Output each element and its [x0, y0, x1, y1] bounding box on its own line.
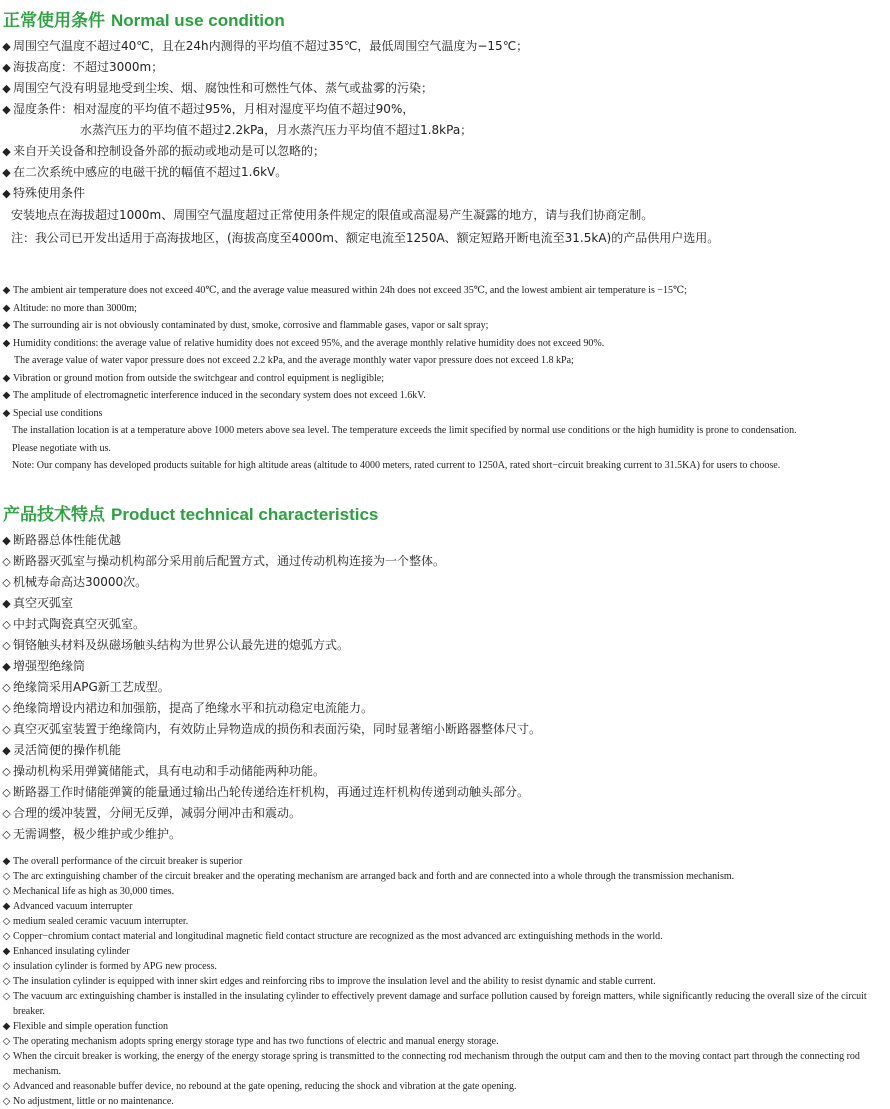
hollow-diamond-bullet-icon: ◇	[2, 828, 11, 841]
diamond-bullet-icon: ◆	[2, 372, 11, 384]
list-item: ◇ The arc extinguishing chamber of the circuit breaker and the operating mechanism are arranged back and forth and are connected into a whole through the transmission mechanism.	[0, 869, 890, 884]
characteristics-en-list	[0, 854, 890, 1109]
diamond-bullet-icon: ◆	[2, 285, 11, 296]
diamond-bullet-icon: ◆	[2, 744, 11, 757]
hollow-diamond-bullet-icon: ◇	[2, 1096, 11, 1107]
hollow-diamond-bullet-icon: ◇	[2, 886, 11, 897]
hollow-diamond-bullet-icon: ◇	[2, 786, 11, 799]
section-title-zh: 产品技术特点	[3, 505, 105, 524]
list-item: ◆ 周围空气温度不超过40℃，且在24h内测得的平均值不超过35℃，最低周围空气温度为−15℃；	[0, 36, 890, 57]
list-item: ◇ 操动机构采用弹簧储能式，具有电动和手动储能两种功能。	[0, 761, 890, 782]
section-title-normal-use	[3, 6, 285, 31]
list-item: ◆ The surrounding air is not obviously contaminated by dust, smoke, corrosive and flammable gases, vapor or salt spray;	[0, 317, 890, 335]
hollow-diamond-bullet-icon: ◇	[2, 961, 11, 972]
list-item: ◆ 真空灭弧室	[0, 593, 890, 614]
hollow-diamond-bullet-icon: ◇	[2, 555, 11, 568]
diamond-bullet-icon: ◆	[2, 901, 11, 912]
list-item: ◆ 在二次系统中感应的电磁干扰的幅值不超过1.6kV。	[0, 162, 890, 183]
hollow-diamond-bullet-icon: ◇	[2, 931, 11, 942]
list-item: ◇ The operating mechanism adopts spring energy storage type and has two functions of electric and manual energy storage.	[0, 1034, 890, 1049]
diamond-bullet-icon: ◆	[2, 660, 11, 673]
diamond-bullet-icon: ◆	[2, 390, 11, 401]
hollow-diamond-bullet-icon: ◇	[2, 976, 11, 987]
normal-use-en-list	[0, 282, 890, 475]
diamond-bullet-icon: ◆	[2, 103, 11, 116]
hollow-diamond-bullet-icon: ◇	[2, 639, 11, 652]
hollow-diamond-bullet-icon: ◇	[2, 576, 11, 589]
hollow-diamond-bullet-icon: ◇	[2, 702, 11, 715]
diamond-bullet-icon: ◆	[2, 82, 11, 95]
list-item-continuation: 安装地点在海拔超过1000m、周围空气温度超过正常使用条件规定的限值或高湿易产生凝露的地方，请与我们协商定制。	[11, 208, 654, 222]
list-item-note: 注：我公司已开发出适用于高海拔地区，(海拔高度至4000m、额定电流至1250A、额定短路开断电流至31.5kA)的产品供用户选用。	[11, 231, 720, 245]
list-item: ◇ No adjustment, little or no maintenance.	[0, 1094, 890, 1109]
list-item: ◇ 绝缘筒采用APG新工艺成型。	[0, 677, 890, 698]
list-item: ◇ 机械寿命高达30000次。	[0, 572, 890, 593]
hollow-diamond-bullet-icon: ◇	[2, 1036, 11, 1047]
diamond-bullet-icon: ◆	[2, 407, 11, 419]
list-item: ◆ Special use conditions	[0, 405, 890, 423]
diamond-bullet-icon: ◆	[2, 946, 11, 957]
diamond-bullet-icon: ◆	[2, 534, 11, 547]
list-item: ◇ medium sealed ceramic vacuum interrupter.	[0, 914, 890, 929]
list-item: ◆ Flexible and simple operation function	[0, 1019, 890, 1034]
hollow-diamond-bullet-icon: ◇	[2, 807, 11, 820]
list-item: ◇ The vacuum arc extinguishing chamber is installed in the insulating cylinder to effectively prevent damage and surface pollution caused by foreign matters, while significantly reducing the overall size of the circuit breaker.	[0, 989, 890, 1019]
list-item: ◇ 中封式陶瓷真空灭弧室。	[0, 614, 890, 635]
characteristics-zh-list	[0, 530, 890, 845]
list-item: ◇ 合理的缓冲装置，分闸无反弹，减弱分闸冲击和震动。	[0, 803, 890, 824]
list-item: ◆ 湿度条件：相对湿度的平均值不超过95%，月相对湿度平均值不超过90%，	[0, 99, 890, 120]
list-item-continuation: The average value of water vapor pressure does not exceed 2.2 kPa, and the average monthly water vapor pressure does not exceed 1.8 kPa;	[14, 355, 574, 366]
normal-use-zh-list	[0, 36, 890, 250]
list-item: ◇ 铜铬触头材料及纵磁场触头结构为世界公认最先进的熄弧方式。	[0, 635, 890, 656]
hollow-diamond-bullet-icon: ◇	[2, 916, 11, 927]
diamond-bullet-icon: ◆	[2, 337, 11, 349]
list-item-continuation: Please negotiate with us.	[12, 442, 111, 454]
list-item: ◇ 真空灭弧室装置于绝缘筒内，有效防止异物造成的损伤和表面污染，同时显著缩小断路器整体尺寸。	[0, 719, 890, 740]
section-title-product-characteristics	[3, 500, 378, 525]
list-item: ◇ 无需调整，极少维护或少维护。	[0, 824, 890, 845]
hollow-diamond-bullet-icon: ◇	[2, 1051, 11, 1062]
list-item: ◆ 海拔高度：不超过3000m；	[0, 57, 890, 78]
list-item-continuation: 水蒸汽压力的平均值不超过2.2kPa，月水蒸汽压力平均值不超过1.8kPa；	[80, 123, 473, 137]
section-title-en: Product technical characteristics	[111, 505, 379, 524]
list-item: ◇ 绝缘筒增设内裙边和加强筋，提高了绝缘水平和抗动稳定电流能力。	[0, 698, 890, 719]
diamond-bullet-icon: ◆	[2, 856, 11, 867]
hollow-diamond-bullet-icon: ◇	[2, 681, 11, 694]
list-item: ◆ Vibration or ground motion from outside the switchgear and control equipment is negligible;	[0, 370, 890, 388]
list-item: ◆ 灵活简便的操作机能	[0, 740, 890, 761]
list-item-note: Note: Our company has developed products suitable for high altitude areas (altitude to 4000 meters, rated current to 1250A, rated short−circuit breaking current to 31.5KA) for users to choose.	[12, 460, 781, 471]
list-item: ◇ The insulation cylinder is equipped with inner skirt edges and reinforcing ribs to improve the insulation level and the ability to resist dynamic and stable current.	[0, 974, 890, 989]
list-item: ◇ Copper−chromium contact material and longitudinal magnetic field contact structure are recognized as the most advanced arc extinguishing methods in the world.	[0, 929, 890, 944]
list-item: ◇ Advanced and reasonable buffer device, no rebound at the gate opening, reducing the shock and vibration at the gate opening.	[0, 1079, 890, 1094]
list-item: ◆ 增强型绝缘筒	[0, 656, 890, 677]
diamond-bullet-icon: ◆	[2, 40, 11, 53]
hollow-diamond-bullet-icon: ◇	[2, 618, 11, 631]
section-title-zh: 正常使用条件	[3, 11, 105, 30]
diamond-bullet-icon: ◆	[2, 145, 11, 158]
list-item: ◇ 断路器灭弧室与操动机构部分采用前后配置方式，通过传动机构连接为一个整体。	[0, 551, 890, 572]
hollow-diamond-bullet-icon: ◇	[2, 723, 11, 736]
hollow-diamond-bullet-icon: ◇	[2, 991, 11, 1002]
diamond-bullet-icon: ◆	[2, 1021, 11, 1032]
list-item: ◆ 来自开关设备和控制设备外部的振动或地动是可以忽略的；	[0, 141, 890, 162]
diamond-bullet-icon: ◆	[2, 597, 11, 610]
hollow-diamond-bullet-icon: ◇	[2, 1081, 11, 1092]
hollow-diamond-bullet-icon: ◇	[2, 765, 11, 778]
diamond-bullet-icon: ◆	[2, 61, 11, 74]
diamond-bullet-icon: ◆	[2, 302, 11, 314]
list-item: ◆ Altitude: no more than 3000m;	[0, 300, 890, 318]
diamond-bullet-icon: ◆	[2, 320, 11, 331]
list-item-continuation: The installation location is at a temperature above 1000 meters above sea level. The temperature exceeds the limit specified by normal use conditions or the high humidity is prone to condensation.	[12, 425, 797, 436]
list-item: ◆ Humidity conditions: the average value of relative humidity does not exceed 95%, and the average monthly relative humidity does not exceed 90%.	[0, 335, 890, 353]
list-item: ◆ Enhanced insulating cylinder	[0, 944, 890, 959]
list-item: ◆ Advanced vacuum interrupter	[0, 899, 890, 914]
diamond-bullet-icon: ◆	[2, 166, 11, 179]
list-item: ◆ The ambient air temperature does not exceed 40℃, and the average value measured within 24h does not exceed 35℃, and the lowest ambient air temperature is −15℃;	[0, 282, 890, 300]
diamond-bullet-icon: ◆	[2, 187, 11, 200]
section-title-en: Normal use condition	[111, 11, 285, 30]
list-item: ◆ The overall performance of the circuit breaker is superior	[0, 854, 890, 869]
list-item: ◇ When the circuit breaker is working, the energy of the energy storage spring is transmitted to the connecting rod mechanism through the output cam and then to the moving contact part through the connecting rod mechanism.	[0, 1049, 890, 1079]
list-item: ◇ 断路器工作时储能弹簧的能量通过输出凸轮传递给连杆机构，再通过连杆机构传递到动触头部分。	[0, 782, 890, 803]
list-item: ◆ 周围空气没有明显地受到尘埃、烟、腐蚀性和可燃性气体、蒸气或盐雾的污染；	[0, 78, 890, 99]
list-item: ◇ Mechanical life as high as 30,000 times.	[0, 884, 890, 899]
hollow-diamond-bullet-icon: ◇	[2, 871, 11, 882]
list-item: ◇ insulation cylinder is formed by APG new process.	[0, 959, 890, 974]
list-item: ◆ 断路器总体性能优越	[0, 530, 890, 551]
list-item: ◆ 特殊使用条件	[0, 183, 890, 204]
list-item: ◆ The amplitude of electromagnetic interference induced in the secondary system does not exceed 1.6kV.	[0, 387, 890, 405]
